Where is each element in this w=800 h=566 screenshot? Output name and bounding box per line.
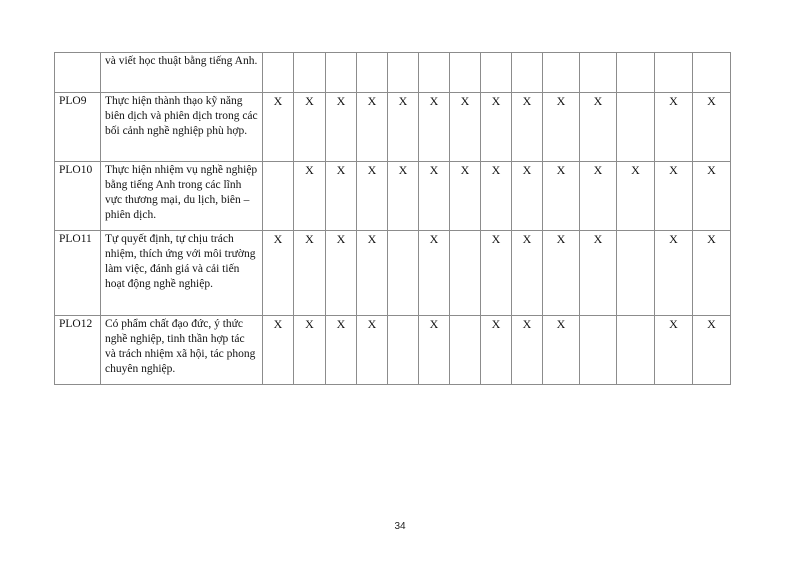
plo-description-cell: Tự quyết định, tự chịu trách nhiệm, thích ứng với môi trường làm việc, đánh giá và cải tiến hoạt động nghề nghiệp.	[101, 231, 263, 316]
plo-description-cell: Thực hiện nhiệm vụ nghề nghiệp bằng tiếng Anh trong các lĩnh vực thương mại, du lịch, biên – phiên dịch.	[101, 162, 263, 231]
mapping-mark-cell	[388, 53, 419, 93]
mapping-mark-cell: X	[388, 162, 419, 231]
mapping-mark-cell: X	[419, 162, 450, 231]
mapping-mark-cell: X	[294, 316, 326, 385]
plo-code-cell: PLO11	[55, 231, 101, 316]
mapping-mark-cell	[263, 53, 294, 93]
mapping-mark-cell	[693, 53, 731, 93]
plo-code-cell: PLO10	[55, 162, 101, 231]
mapping-mark-cell: X	[294, 162, 326, 231]
mapping-mark-cell: X	[419, 93, 450, 162]
mapping-mark-cell: X	[655, 162, 693, 231]
mapping-mark-cell: X	[388, 93, 419, 162]
table-row	[55, 231, 731, 316]
mapping-mark-cell: X	[326, 162, 357, 231]
mapping-mark-cell	[388, 231, 419, 316]
mapping-mark-cell: X	[326, 93, 357, 162]
mapping-mark-cell	[512, 53, 543, 93]
mapping-mark-cell	[580, 53, 617, 93]
mapping-mark-cell	[655, 53, 693, 93]
plo-code-cell: PLO9	[55, 93, 101, 162]
mapping-mark-cell: X	[693, 231, 731, 316]
mapping-mark-cell	[617, 231, 655, 316]
mapping-mark-cell: X	[326, 231, 357, 316]
mapping-mark-cell: X	[693, 316, 731, 385]
plo-description-cell: Thực hiện thành thạo kỹ năng biên dịch và phiên dịch trong các bối cảnh nghề nghiệp phù hợp.	[101, 93, 263, 162]
mapping-mark-cell	[450, 53, 481, 93]
mapping-mark-cell: X	[655, 316, 693, 385]
table-row	[55, 93, 731, 162]
mapping-mark-cell: X	[357, 316, 388, 385]
page-number: 34	[394, 521, 406, 532]
mapping-mark-cell: X	[263, 316, 294, 385]
plo-description-cell: và viết học thuật bằng tiếng Anh.	[101, 53, 263, 93]
mapping-mark-cell: X	[357, 231, 388, 316]
table-row	[55, 316, 731, 385]
plo-mapping-table	[54, 52, 731, 385]
mapping-mark-cell: X	[326, 316, 357, 385]
mapping-mark-cell	[617, 53, 655, 93]
mapping-mark-cell: X	[450, 93, 481, 162]
mapping-mark-cell: X	[512, 316, 543, 385]
mapping-mark-cell: X	[543, 162, 580, 231]
mapping-mark-cell	[326, 53, 357, 93]
mapping-mark-cell	[580, 316, 617, 385]
mapping-mark-cell: X	[580, 93, 617, 162]
mapping-mark-cell: X	[263, 231, 294, 316]
mapping-mark-cell: X	[294, 93, 326, 162]
mapping-mark-cell: X	[543, 316, 580, 385]
mapping-mark-cell: X	[580, 231, 617, 316]
table-row	[55, 162, 731, 231]
mapping-mark-cell	[388, 316, 419, 385]
mapping-mark-cell: X	[357, 93, 388, 162]
mapping-mark-cell: X	[481, 316, 512, 385]
mapping-mark-cell: X	[419, 231, 450, 316]
mapping-mark-cell: X	[580, 162, 617, 231]
mapping-mark-cell	[357, 53, 388, 93]
mapping-mark-cell: X	[294, 231, 326, 316]
mapping-mark-cell	[617, 93, 655, 162]
plo-code-cell	[55, 53, 101, 93]
mapping-mark-cell	[263, 162, 294, 231]
table-body	[55, 53, 731, 385]
mapping-mark-cell: X	[512, 93, 543, 162]
mapping-mark-cell	[617, 316, 655, 385]
mapping-mark-cell: X	[693, 162, 731, 231]
mapping-mark-cell: X	[481, 162, 512, 231]
plo-description-cell: Có phẩm chất đạo đức, ý thức nghề nghiệp, tinh thần hợp tác và trách nhiệm xã hội, tác phong chuyên nghiệp.	[101, 316, 263, 385]
mapping-mark-cell	[450, 231, 481, 316]
mapping-mark-cell: X	[419, 316, 450, 385]
mapping-mark-cell	[450, 316, 481, 385]
mapping-mark-cell	[294, 53, 326, 93]
mapping-mark-cell: X	[543, 93, 580, 162]
mapping-mark-cell: X	[543, 231, 580, 316]
mapping-mark-cell: X	[512, 231, 543, 316]
mapping-mark-cell	[543, 53, 580, 93]
mapping-mark-cell: X	[655, 231, 693, 316]
mapping-mark-cell: X	[512, 162, 543, 231]
table-row	[55, 53, 731, 93]
plo-code-cell: PLO12	[55, 316, 101, 385]
mapping-mark-cell: X	[263, 93, 294, 162]
mapping-mark-cell: X	[481, 231, 512, 316]
mapping-mark-cell	[419, 53, 450, 93]
mapping-mark-cell: X	[357, 162, 388, 231]
mapping-mark-cell: X	[655, 93, 693, 162]
mapping-mark-cell: X	[481, 93, 512, 162]
mapping-mark-cell: X	[617, 162, 655, 231]
mapping-mark-cell: X	[693, 93, 731, 162]
mapping-mark-cell: X	[450, 162, 481, 231]
mapping-mark-cell	[481, 53, 512, 93]
